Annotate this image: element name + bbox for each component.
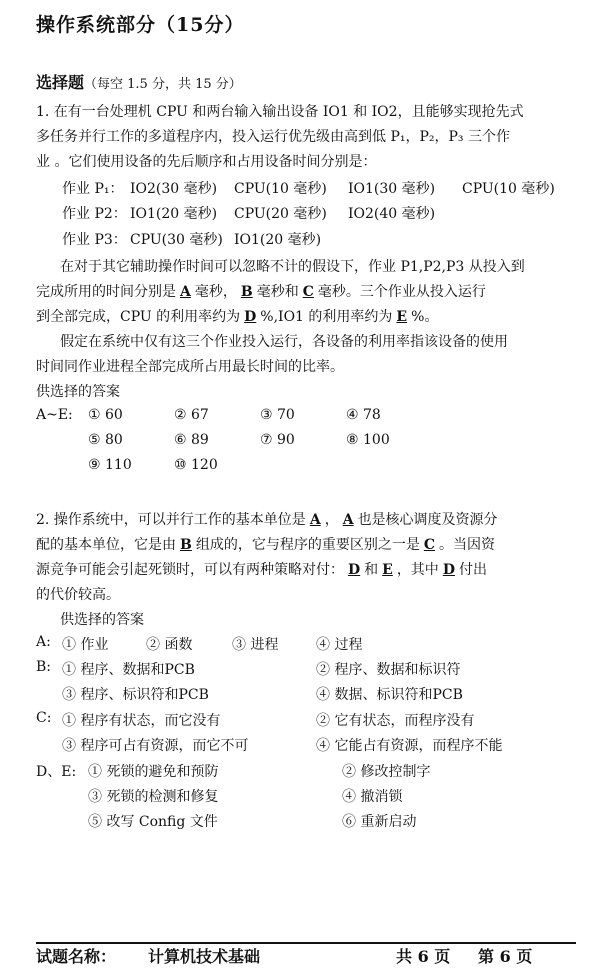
q1-line-2: 多任务并行工作的多道程序内，投入运行优先级由高到低 P₁，P₂，P₃ 三个作	[36, 129, 510, 145]
text-span: 2. 操作系统中，可以并行工作的基本单位是	[36, 512, 306, 528]
q2-c-option: ② 它有状态，而程序没有	[316, 713, 475, 729]
q2-de-option: ② 修改控制字	[342, 764, 431, 780]
q1-option: ③ 70	[260, 407, 295, 423]
q2-de-option: ① 死锁的避免和预防	[88, 764, 219, 780]
q1-option: ⑦ 90	[260, 432, 295, 448]
job-p2-label: 作业 P2：	[62, 206, 127, 222]
q2-b-option: ② 程序、数据和标识符	[316, 662, 461, 678]
q1-body-5: 时间同作业进程全部完成所占用最长时间的比率。	[36, 359, 344, 375]
question-type-heading	[36, 70, 242, 93]
job-p2-step: IO1(20 毫秒)	[130, 206, 218, 222]
job-p3-step: IO1(20 毫秒)	[234, 232, 322, 248]
q2-b-option: ④ 数据、标识符和PCB	[316, 687, 463, 703]
q1-option: ⑨ 110	[88, 457, 132, 473]
job-p1-step: IO1(30 毫秒)	[348, 181, 436, 197]
blank-e: E	[382, 562, 393, 578]
q2-c-option: ① 程序有状态，而它没有	[62, 713, 221, 729]
q1-line-1: 1. 在有一台处理机 CPU 和两台输入输出设备 IO1 和 IO2，且能够实现抢先式	[36, 104, 524, 120]
q1-body-1: 在对于其它辅助操作时间可以忽略不计的假设下，作业 P1,P2,P3 从投入到	[60, 259, 525, 275]
q2-de-option: ④ 撤消锁	[342, 789, 403, 805]
job-p1-row	[62, 178, 123, 198]
q2-line-1	[36, 508, 498, 533]
text-span: 也是核心调度及资源分	[357, 512, 498, 528]
q2-b-label: B:	[36, 659, 52, 675]
blank-c: C	[423, 537, 435, 553]
q1-line-3: 业 。它们使用设备的先后顺序和占用设备时间分别是：	[36, 154, 377, 170]
blank-a: A	[180, 284, 191, 300]
section-title: 操作系统部分（15分）	[36, 14, 245, 36]
q2-de-label: D、E:	[36, 764, 77, 780]
footer-exam-name: 计算机技术基础	[148, 947, 261, 966]
q1-option: ④ 78	[346, 407, 381, 423]
text-span: 组成的，它与程序的重要区别之一是	[195, 537, 420, 553]
q1-option: ⑥ 89	[174, 432, 209, 448]
q2-de-option: ③ 死锁的检测和修复	[88, 789, 219, 805]
text-span: 付出	[458, 562, 487, 578]
text-span: %,IO1 的利用率约为	[260, 309, 393, 325]
text-span: 到全部完成，CPU 的利用率约为	[36, 309, 241, 325]
job-p3-step: CPU(30 毫秒)	[130, 232, 223, 248]
q2-a-option: ① 作业	[62, 637, 109, 653]
q1-body-4: 假定在系统中仅有这三个作业投入运行，各设备的利用率指该设备的使用	[60, 334, 508, 350]
q1-options-title: 供选择的答案	[36, 384, 120, 400]
q2-c-option: ④ 它能占有资源，而程序不能	[316, 738, 503, 754]
question-type-label: 选择题	[36, 73, 85, 92]
text-span: 毫秒，	[194, 284, 237, 300]
q2-de-option: ⑥ 重新启动	[342, 814, 417, 830]
job-p1-step: IO2(30 毫秒)	[130, 181, 218, 197]
q1-option: ⑤ 80	[88, 432, 123, 448]
blank-d: D	[442, 562, 455, 578]
job-p3-label: 作业 P3：	[62, 232, 127, 248]
text-span: 和	[364, 562, 379, 578]
blank-c: C	[302, 284, 314, 300]
blank-b: B	[240, 284, 253, 300]
q1-body-2	[36, 280, 486, 305]
job-p2-step: CPU(20 毫秒)	[234, 206, 327, 222]
blank-d: D	[244, 309, 257, 325]
footer-total-pages: 共 6 页	[396, 947, 451, 966]
blank-e: E	[396, 309, 408, 325]
q2-a-option: ④ 过程	[316, 637, 363, 653]
q1-option: ② 67	[174, 407, 209, 423]
blank-a: A	[309, 512, 321, 528]
q1-option: ⑧ 100	[346, 432, 390, 448]
q2-line-2	[36, 533, 495, 558]
q2-b-option: ① 程序、数据和PCB	[62, 662, 195, 678]
q1-option: ⑩ 120	[174, 457, 218, 473]
text-span: 源竞争可能会引起死锁时，可以有两种策略对付：	[36, 562, 344, 578]
q2-a-option: ③ 进程	[232, 637, 279, 653]
job-p1-label: 作业 P₁：	[62, 181, 124, 197]
q2-de-option: ⑤ 改写 Config 文件	[88, 814, 218, 830]
score-note: （每空 1.5 分，共 15 分）	[84, 77, 242, 92]
text-span: ，	[324, 512, 339, 528]
q2-line-4: 的代价较高。	[36, 587, 120, 603]
text-span: 完成所用的时间分别是	[36, 284, 176, 300]
footer-current-page: 第 6 页	[478, 947, 533, 966]
blank-a: A	[342, 512, 354, 528]
q2-a-option: ② 函数	[146, 637, 193, 653]
q1-body-3	[36, 305, 438, 330]
blank-d: D	[348, 562, 361, 578]
text-span: 毫秒。三个作业从投入运行	[317, 284, 486, 300]
q1-option: ① 60	[88, 407, 123, 423]
text-span: 配的基本单位，它是由	[36, 537, 176, 553]
text-span: ，其中	[396, 562, 439, 578]
job-p1-step: CPU(10 毫秒)	[234, 181, 327, 197]
q1-options-label: A~E:	[36, 407, 73, 423]
text-span: %。	[411, 309, 439, 325]
job-p1-step: CPU(10 毫秒)	[462, 181, 555, 197]
q2-b-option: ③ 程序、标识符和PCB	[62, 687, 209, 703]
q2-a-label: A:	[36, 634, 51, 650]
text-span: 毫秒和	[256, 284, 299, 300]
q2-c-option: ③ 程序可占有资源，而它不可	[62, 738, 249, 754]
footer-label: 试题名称：	[36, 947, 117, 966]
q2-line-3	[36, 558, 487, 583]
job-p2-step: IO2(40 毫秒)	[348, 206, 436, 222]
text-span: 。当因资	[439, 537, 495, 553]
q2-c-label: C:	[36, 710, 52, 726]
blank-b: B	[180, 537, 192, 553]
q2-options-title: 供选择的答案	[60, 612, 144, 628]
